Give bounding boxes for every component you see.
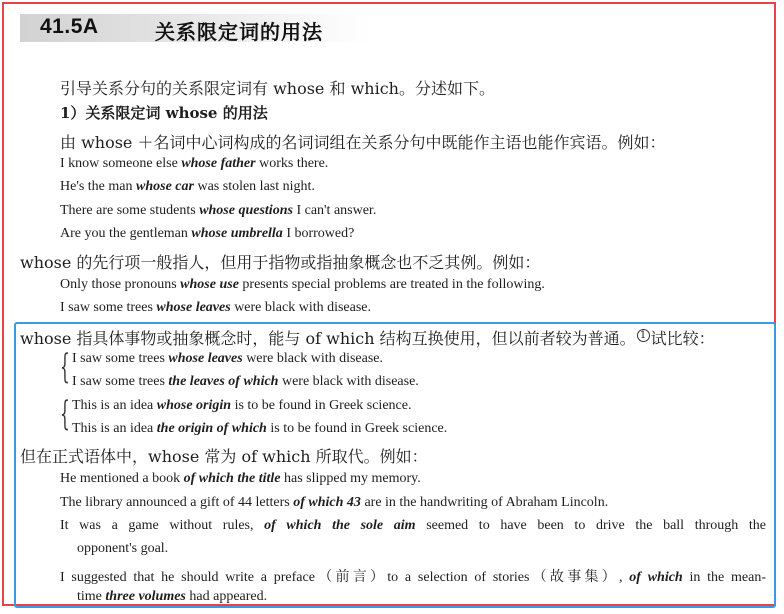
example-sentence-continuation: time three volumes had appeared. xyxy=(77,589,268,604)
subsection-description: 由 whose ＋名词中心词构成的名词词组在关系分句中既能作主语也能作宾语。例如： xyxy=(60,133,666,152)
example-sentence-continuation: opponent's goal. xyxy=(77,541,169,556)
compare-note: whose 指具体事物或抽象概念时，能与 of which 结构互换使用，但以前者较为普通。 1 试比较： xyxy=(20,329,715,348)
antecedent-note: whose 的先行项一般指人，但用于指物或指抽象概念也不乏其例。例如： xyxy=(20,253,541,272)
comparison-sentence: I saw some trees the leaves of which were black with disease. xyxy=(72,374,419,389)
example-sentence: I suggested that he should write a preface（前言）to a selection of stories（故事集）, of which in the mean- xyxy=(60,570,766,585)
section-number: 41.5A xyxy=(40,15,99,38)
example-sentence: There are some students whose questions I can't answer. xyxy=(60,203,377,218)
comparison-sentence: This is an idea whose origin is to be found in Greek science. xyxy=(72,398,412,413)
section-title: 关系限定词的用法 xyxy=(155,20,323,44)
comparison-sentence: I saw some trees whose leaves were black with disease. xyxy=(72,351,384,366)
example-sentence: He mentioned a book of which the title has slipped my memory. xyxy=(60,471,421,486)
comparison-sentence: This is an idea the origin of which is to be found in Greek science. xyxy=(72,421,448,436)
formal-style-note: 但在正式语体中，whose 常为 of which 所取代。例如： xyxy=(20,447,428,466)
subsection-heading: 1）关系限定词 whose 的用法 xyxy=(60,104,268,122)
example-sentence: He's the man whose car was stolen last night. xyxy=(60,179,315,194)
example-sentence: The library announced a gift of 44 letters of which 43 are in the handwriting of Abraham Lincoln. xyxy=(60,495,609,510)
example-sentence: I know someone else whose father works there. xyxy=(60,156,329,171)
example-sentence: I saw some trees whose leaves were black with disease. xyxy=(60,300,372,315)
example-sentence: Are you the gentleman whose umbrella I borrowed? xyxy=(60,226,355,241)
footnote-marker: 1 xyxy=(637,329,650,342)
example-sentence: It was a game without rules, of which the sole aim seemed to have been to drive the ball through the xyxy=(60,518,766,533)
example-sentence: Only those pronouns whose use presents special problems are treated in the following. xyxy=(60,277,545,292)
brace-icon: { xyxy=(60,394,70,434)
brace-icon: { xyxy=(60,347,70,387)
intro-text: 引导关系分句的关系限定词有 whose 和 which。分述如下。 xyxy=(60,79,495,98)
